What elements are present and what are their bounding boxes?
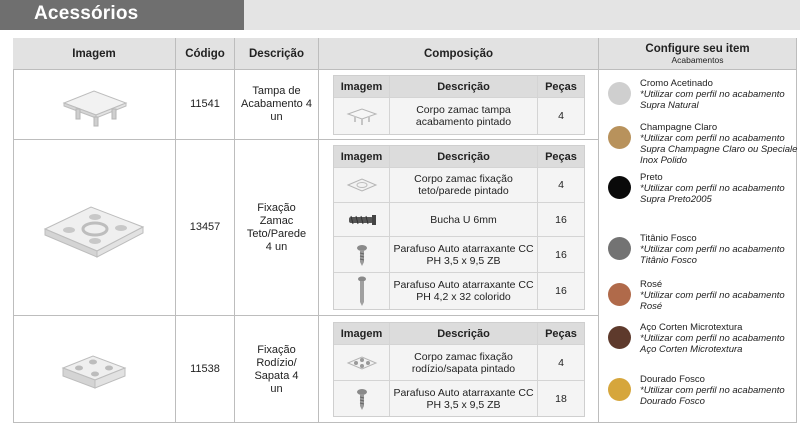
component-pieces: 18 <box>555 392 567 405</box>
component-pieces: 16 <box>555 213 567 226</box>
finish-name: Aço Corten Microtextura <box>640 322 743 333</box>
header-descricao: Descrição <box>235 38 319 70</box>
tampa-icon <box>345 106 379 126</box>
row2-code: 13457 <box>176 140 235 316</box>
swatch-titanio-fosco[interactable] <box>608 237 631 260</box>
comp-header-imagem: Imagem <box>334 323 390 344</box>
row3-code: 11538 <box>176 316 235 423</box>
component-pieces: 4 <box>558 110 564 122</box>
fixacao-plate-icon <box>345 175 379 195</box>
component-description: Bucha U 6mm <box>390 203 538 236</box>
component-description: Parafuso Auto atarraxante CC PH 3,5 x 9,5 ZB <box>390 381 538 416</box>
comp-header-descricao: Descrição <box>390 76 538 97</box>
composition-row <box>334 97 584 134</box>
component-description: Corpo zamac fixação teto/parede pintado <box>390 168 538 202</box>
component-pieces: 4 <box>558 356 564 369</box>
screw-short-icon <box>356 388 368 410</box>
finish-option[interactable] <box>608 172 800 205</box>
screw-long-icon <box>357 276 367 306</box>
finish-note: *Utilizar com perfil no acabamento Aço Corten Microtextura <box>640 333 785 355</box>
row1-code: 11541 <box>176 70 235 140</box>
comp-header-pecas: Peças <box>545 327 577 340</box>
finish-name: Rosé <box>640 279 663 290</box>
finish-option[interactable] <box>608 322 800 355</box>
finish-name: Titânio Fosco <box>640 233 697 244</box>
finish-option[interactable] <box>608 78 800 111</box>
finish-note: *Utilizar com perfil no acabamento Rosé <box>640 290 785 312</box>
header-configure-title: Configure seu item <box>645 42 750 55</box>
finish-option[interactable] <box>608 279 800 312</box>
finish-name: Preto <box>640 172 663 183</box>
fixacao-rodizio-image <box>59 348 129 392</box>
comp-header-descricao: Descrição <box>390 146 538 167</box>
finish-note: *Utilizar com perfil no acabamento Supra Natural <box>640 89 785 111</box>
component-description: Corpo zamac tampa acabamento pintado <box>390 98 538 134</box>
rodizio-plate-icon <box>345 353 379 373</box>
component-pieces: 16 <box>555 285 567 297</box>
swatch-cromo-acetinado[interactable] <box>608 82 631 105</box>
fixacao-teto-parede-image <box>39 193 149 263</box>
comp-header-imagem: Imagem <box>334 146 390 167</box>
page-title: Acessórios <box>34 3 139 24</box>
header-composicao: Composição <box>319 38 599 70</box>
finish-option[interactable] <box>608 374 800 407</box>
finish-name: Dourado Fosco <box>640 374 705 385</box>
composition-table-11541 <box>333 75 585 135</box>
component-pieces: 16 <box>555 248 567 261</box>
composition-row <box>334 236 584 272</box>
bucha-icon <box>345 212 379 228</box>
swatch-rose[interactable] <box>608 283 631 306</box>
finish-name: Cromo Acetinado <box>640 78 713 89</box>
swatch-aco-corten[interactable] <box>608 326 631 349</box>
component-pieces: 4 <box>558 179 564 191</box>
composition-row <box>334 202 584 236</box>
component-description: Corpo zamac fixação rodízio/sapata pintado <box>390 345 538 380</box>
row1-description: Tampa de Acabamento 4 un <box>235 70 319 140</box>
row1-image <box>13 70 176 140</box>
comp-header-descricao: Descrição <box>390 323 538 344</box>
finish-note: *Utilizar com perfil no acabamento Supra Champagne Claro ou Speciale Inox Polido <box>640 133 798 166</box>
row2-description: Fixação Zamac Teto/Parede 4 un <box>235 140 319 316</box>
finish-name: Champagne Claro <box>640 122 718 133</box>
header-imagem: Imagem <box>13 38 176 70</box>
composition-row <box>334 167 584 202</box>
composition-header <box>334 323 584 344</box>
screw-short-icon <box>356 244 368 266</box>
composition-header <box>334 146 584 167</box>
composition-row <box>334 344 584 380</box>
swatch-champagne-claro[interactable] <box>608 126 631 149</box>
comp-header-pecas: Peças <box>545 150 577 163</box>
composition-table-11538 <box>333 322 585 417</box>
row2-image <box>13 140 176 316</box>
composition-table-13457 <box>333 145 585 310</box>
finish-note: *Utilizar com perfil no acabamento Dourado Fosco <box>640 385 785 407</box>
header-codigo: Código <box>176 38 235 70</box>
comp-header-imagem: Imagem <box>334 76 390 97</box>
row3-description: Fixação Rodízio/ Sapata 4 un <box>235 316 319 423</box>
swatch-dourado-fosco[interactable] <box>608 378 631 401</box>
header-configure <box>599 38 797 70</box>
row3-image <box>13 316 176 423</box>
title-banner <box>0 0 800 30</box>
header-configure-subtitle: Acabamentos <box>671 54 724 65</box>
finish-note: *Utilizar com perfil no acabamento Titânio Fosco <box>640 244 785 266</box>
swatch-preto[interactable] <box>608 176 631 199</box>
component-description: Parafuso Auto atarraxante CC PH 3,5 x 9,5 ZB <box>390 237 538 272</box>
finish-option[interactable] <box>608 233 800 266</box>
composition-header <box>334 76 584 97</box>
tampa-acabamento-image <box>54 83 134 127</box>
comp-header-pecas: Peças <box>545 80 577 93</box>
composition-row <box>334 272 584 309</box>
finish-note: *Utilizar com perfil no acabamento Supra Preto2005 <box>640 183 785 205</box>
composition-row <box>334 380 584 416</box>
component-description: Parafuso Auto atarraxante CC PH 4,2 x 32 colorido <box>390 273 538 309</box>
finish-option[interactable] <box>608 122 800 166</box>
